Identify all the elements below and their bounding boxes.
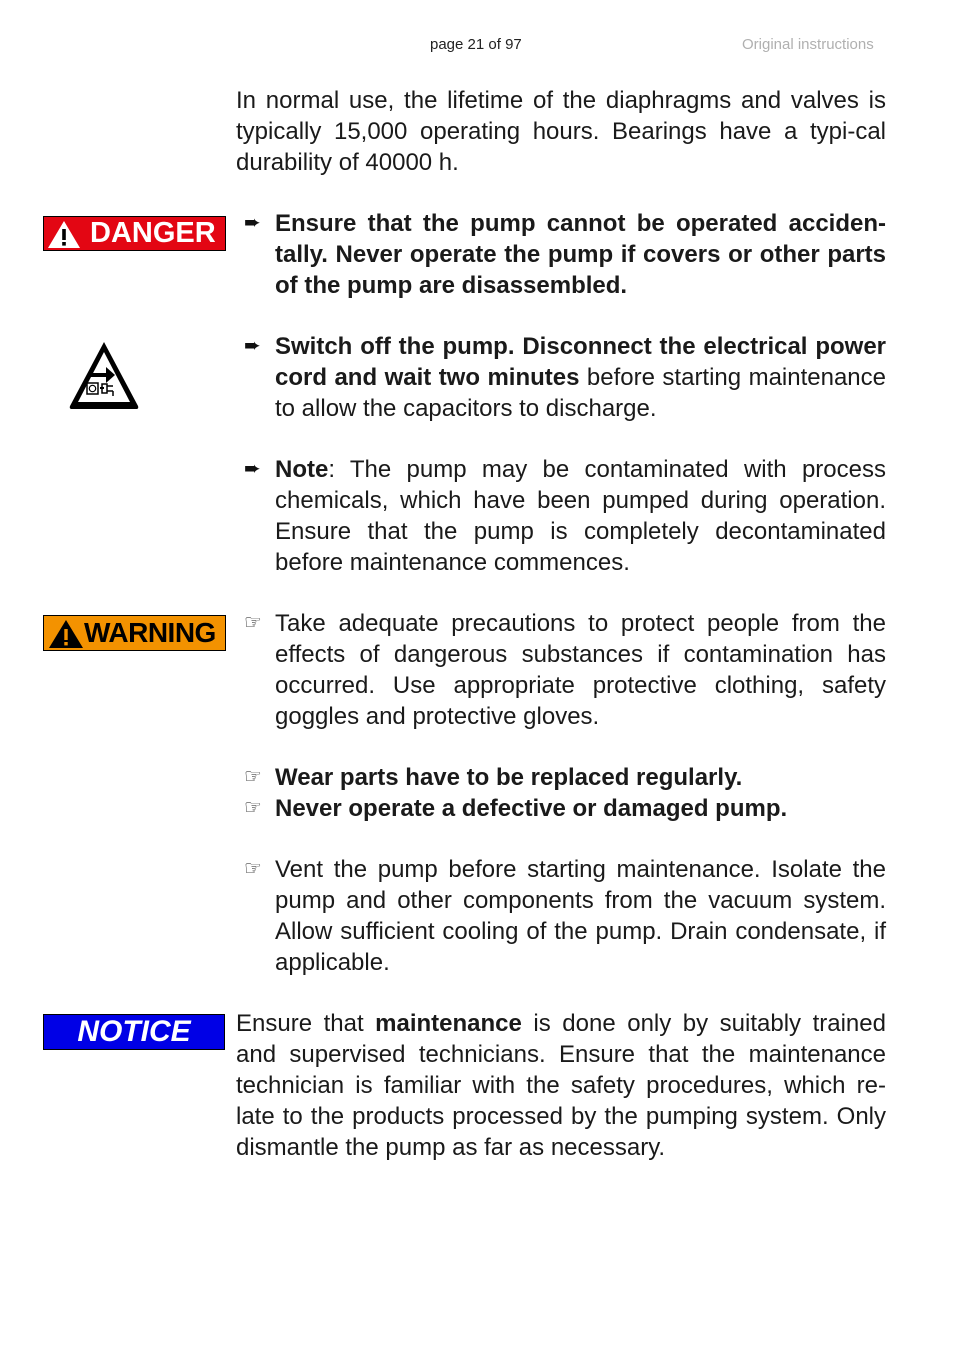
hand-bullet-icon: ☞	[244, 858, 262, 880]
notice-text-after: is done only by suitably trained and supervised technicians. Ensure that the maintenance technician is familiar with the safety procedures, which re-late to the products processed by the pumping system. Only dismantle the pump as far as necessary.	[236, 1010, 886, 1161]
danger-item-2-rest: before starting maintenance to allow the capacitors to discharge.	[275, 364, 887, 422]
warning-item-3: Never operate a defective or damaged pump.	[275, 795, 788, 822]
notice-text-before: Ensure that	[236, 1010, 376, 1037]
notice-paragraph	[236, 1008, 886, 1163]
page-number: page 21 of 97	[430, 36, 522, 53]
warning-item-2: Wear parts have to be replaced regularly.	[275, 764, 743, 791]
hand-bullet-icon: ☞	[244, 766, 262, 788]
danger-item-2	[275, 331, 886, 424]
warning-item-1: Take adequate precautions to protect people from the effects of dangerous substances if contamination has occurred. Use appropriate protective clothing, safety goggles and protective gloves.	[275, 610, 886, 730]
notice-sign	[43, 1014, 225, 1050]
danger-label: DANGER	[90, 217, 216, 249]
arrow-bullet-icon: ➨	[244, 335, 261, 357]
intro-paragraph: In normal use, the lifetime of the diaphragms and valves is typically 15,000 operating hours. Bearings have a typi-cal durability of 40000 h.	[236, 87, 886, 176]
arrow-bullet-icon: ➨	[244, 212, 261, 234]
danger-item-2-bold: Switch off the pump. Disconnect the electrical power cord and wait two minutes	[275, 333, 886, 391]
note-label: Note	[275, 456, 329, 483]
notice-text-bold: maintenance	[375, 1010, 522, 1037]
hand-bullet-icon: ☞	[244, 797, 262, 819]
danger-sign	[43, 216, 226, 251]
hand-bullet-icon: ☞	[244, 612, 262, 634]
disconnect-power-icon	[66, 336, 142, 412]
arrow-bullet-icon: ➨	[244, 458, 261, 480]
warning-triangle-icon	[44, 217, 84, 252]
warning-item-4: Vent the pump before starting maintenance. Isolate the pump and other components from the vacuum system. Allow sufficient cooling of the pump. Drain condensate, if applicable.	[275, 856, 886, 976]
warning-sign	[43, 615, 226, 651]
warning-label: WARNING	[84, 617, 216, 648]
notice-label: NOTICE	[77, 1015, 191, 1048]
danger-item-1: Ensure that the pump cannot be operated acciden-tally. Never operate the pump if covers or other parts of the pump are disassembled.	[275, 210, 886, 299]
danger-item-3	[275, 454, 886, 578]
danger-item-3-rest: : The pump may be contaminated with process chemicals, which have been pumped during operation. Ensure that the pump is completely decontaminated before maintenance commences.	[275, 456, 886, 576]
document-type-label: Original instructions	[742, 36, 874, 53]
warning-triangle-icon	[44, 616, 86, 652]
